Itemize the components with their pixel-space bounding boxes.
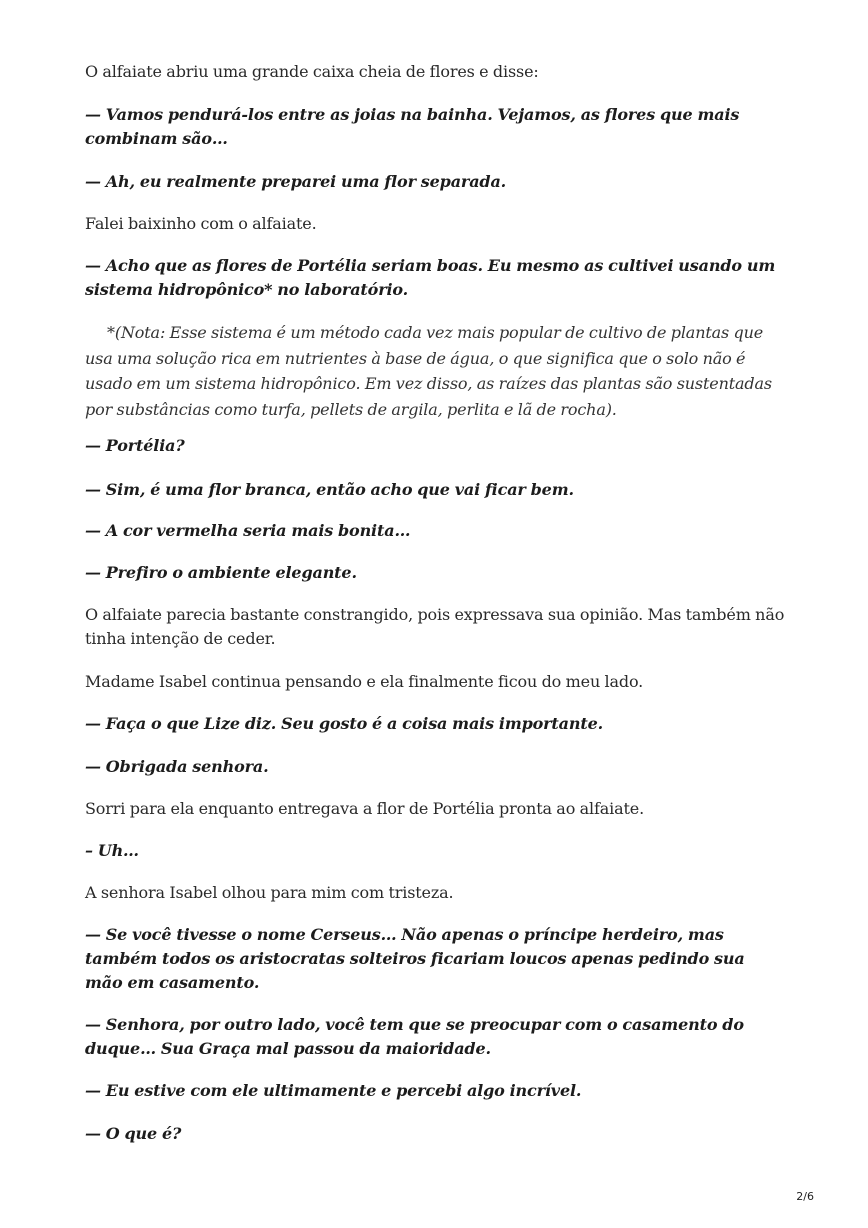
- footnote: *(Nota: Esse sistema é um método cada vez mais popular de cultivo de plantas que usa uma solução rica em nutrientes à base de água, o que significa que o solo não é usado em um sistema hidropônico. Em vez disso, as raízes das plantas são sustentadas por substâncias como turfa, pellets de argila, perlita e lã de rocha).: [85, 323, 772, 419]
- paragraph-15: – Uh…: [85, 841, 139, 860]
- paragraph-20: — O que é?: [85, 1124, 182, 1143]
- paragraph-19: — Eu estive com ele ultimamente e percebi algo incrível.: [85, 1081, 582, 1100]
- paragraph-14: Sorri para ela enquanto entregava a flor de Portélia pronta ao alfaiate.: [85, 799, 645, 818]
- paragraph-17: — Se você tivesse o nome Cerseus… Não apenas o príncipe herdeiro, mas também todos os aristocratas solteiros ficariam loucos apenas pedindo sua mão em casamento.: [85, 925, 745, 992]
- paragraph-10: O alfaiate parecia bastante constrangido, pois expressava sua opinião. Mas também não tinha intenção de ceder.: [85, 605, 785, 648]
- paragraph-16: A senhora Isabel olhou para mim com tristeza.: [85, 883, 454, 902]
- paragraph-0: O alfaiate abriu uma grande caixa cheia de flores e disse:: [85, 62, 539, 81]
- page-number: 2/6: [796, 1190, 814, 1203]
- paragraph-12: — Faça o que Lize diz. Seu gosto é a coisa mais importante.: [85, 714, 604, 733]
- paragraph-4: — Acho que as flores de Portélia seriam boas. Eu mesmo as cultivei usando um sistema hidropônico* no laboratório.: [85, 256, 776, 299]
- paragraph-1: — Vamos pendurá-los entre as joias na bainha. Vejamos, as flores que mais combinam são…: [85, 105, 740, 148]
- paragraph-3: Falei baixinho com o alfaiate.: [85, 214, 317, 233]
- paragraph-6: — Portélia?: [85, 436, 185, 455]
- paragraph-13: — Obrigada senhora.: [85, 757, 269, 776]
- paragraph-2: — Ah, eu realmente preparei uma flor separada.: [85, 172, 507, 191]
- paragraph-7: — Sim, é uma flor branca, então acho que vai ficar bem.: [85, 480, 574, 499]
- paragraph-18: — Senhora, por outro lado, você tem que se preocupar com o casamento do duque… Sua Graça mal passou da maioridade.: [85, 1015, 744, 1058]
- paragraph-8: — A cor vermelha seria mais bonita…: [85, 521, 411, 540]
- paragraph-11: Madame Isabel continua pensando e ela finalmente ficou do meu lado.: [85, 672, 644, 691]
- paragraph-9: — Prefiro o ambiente elegante.: [85, 563, 357, 582]
